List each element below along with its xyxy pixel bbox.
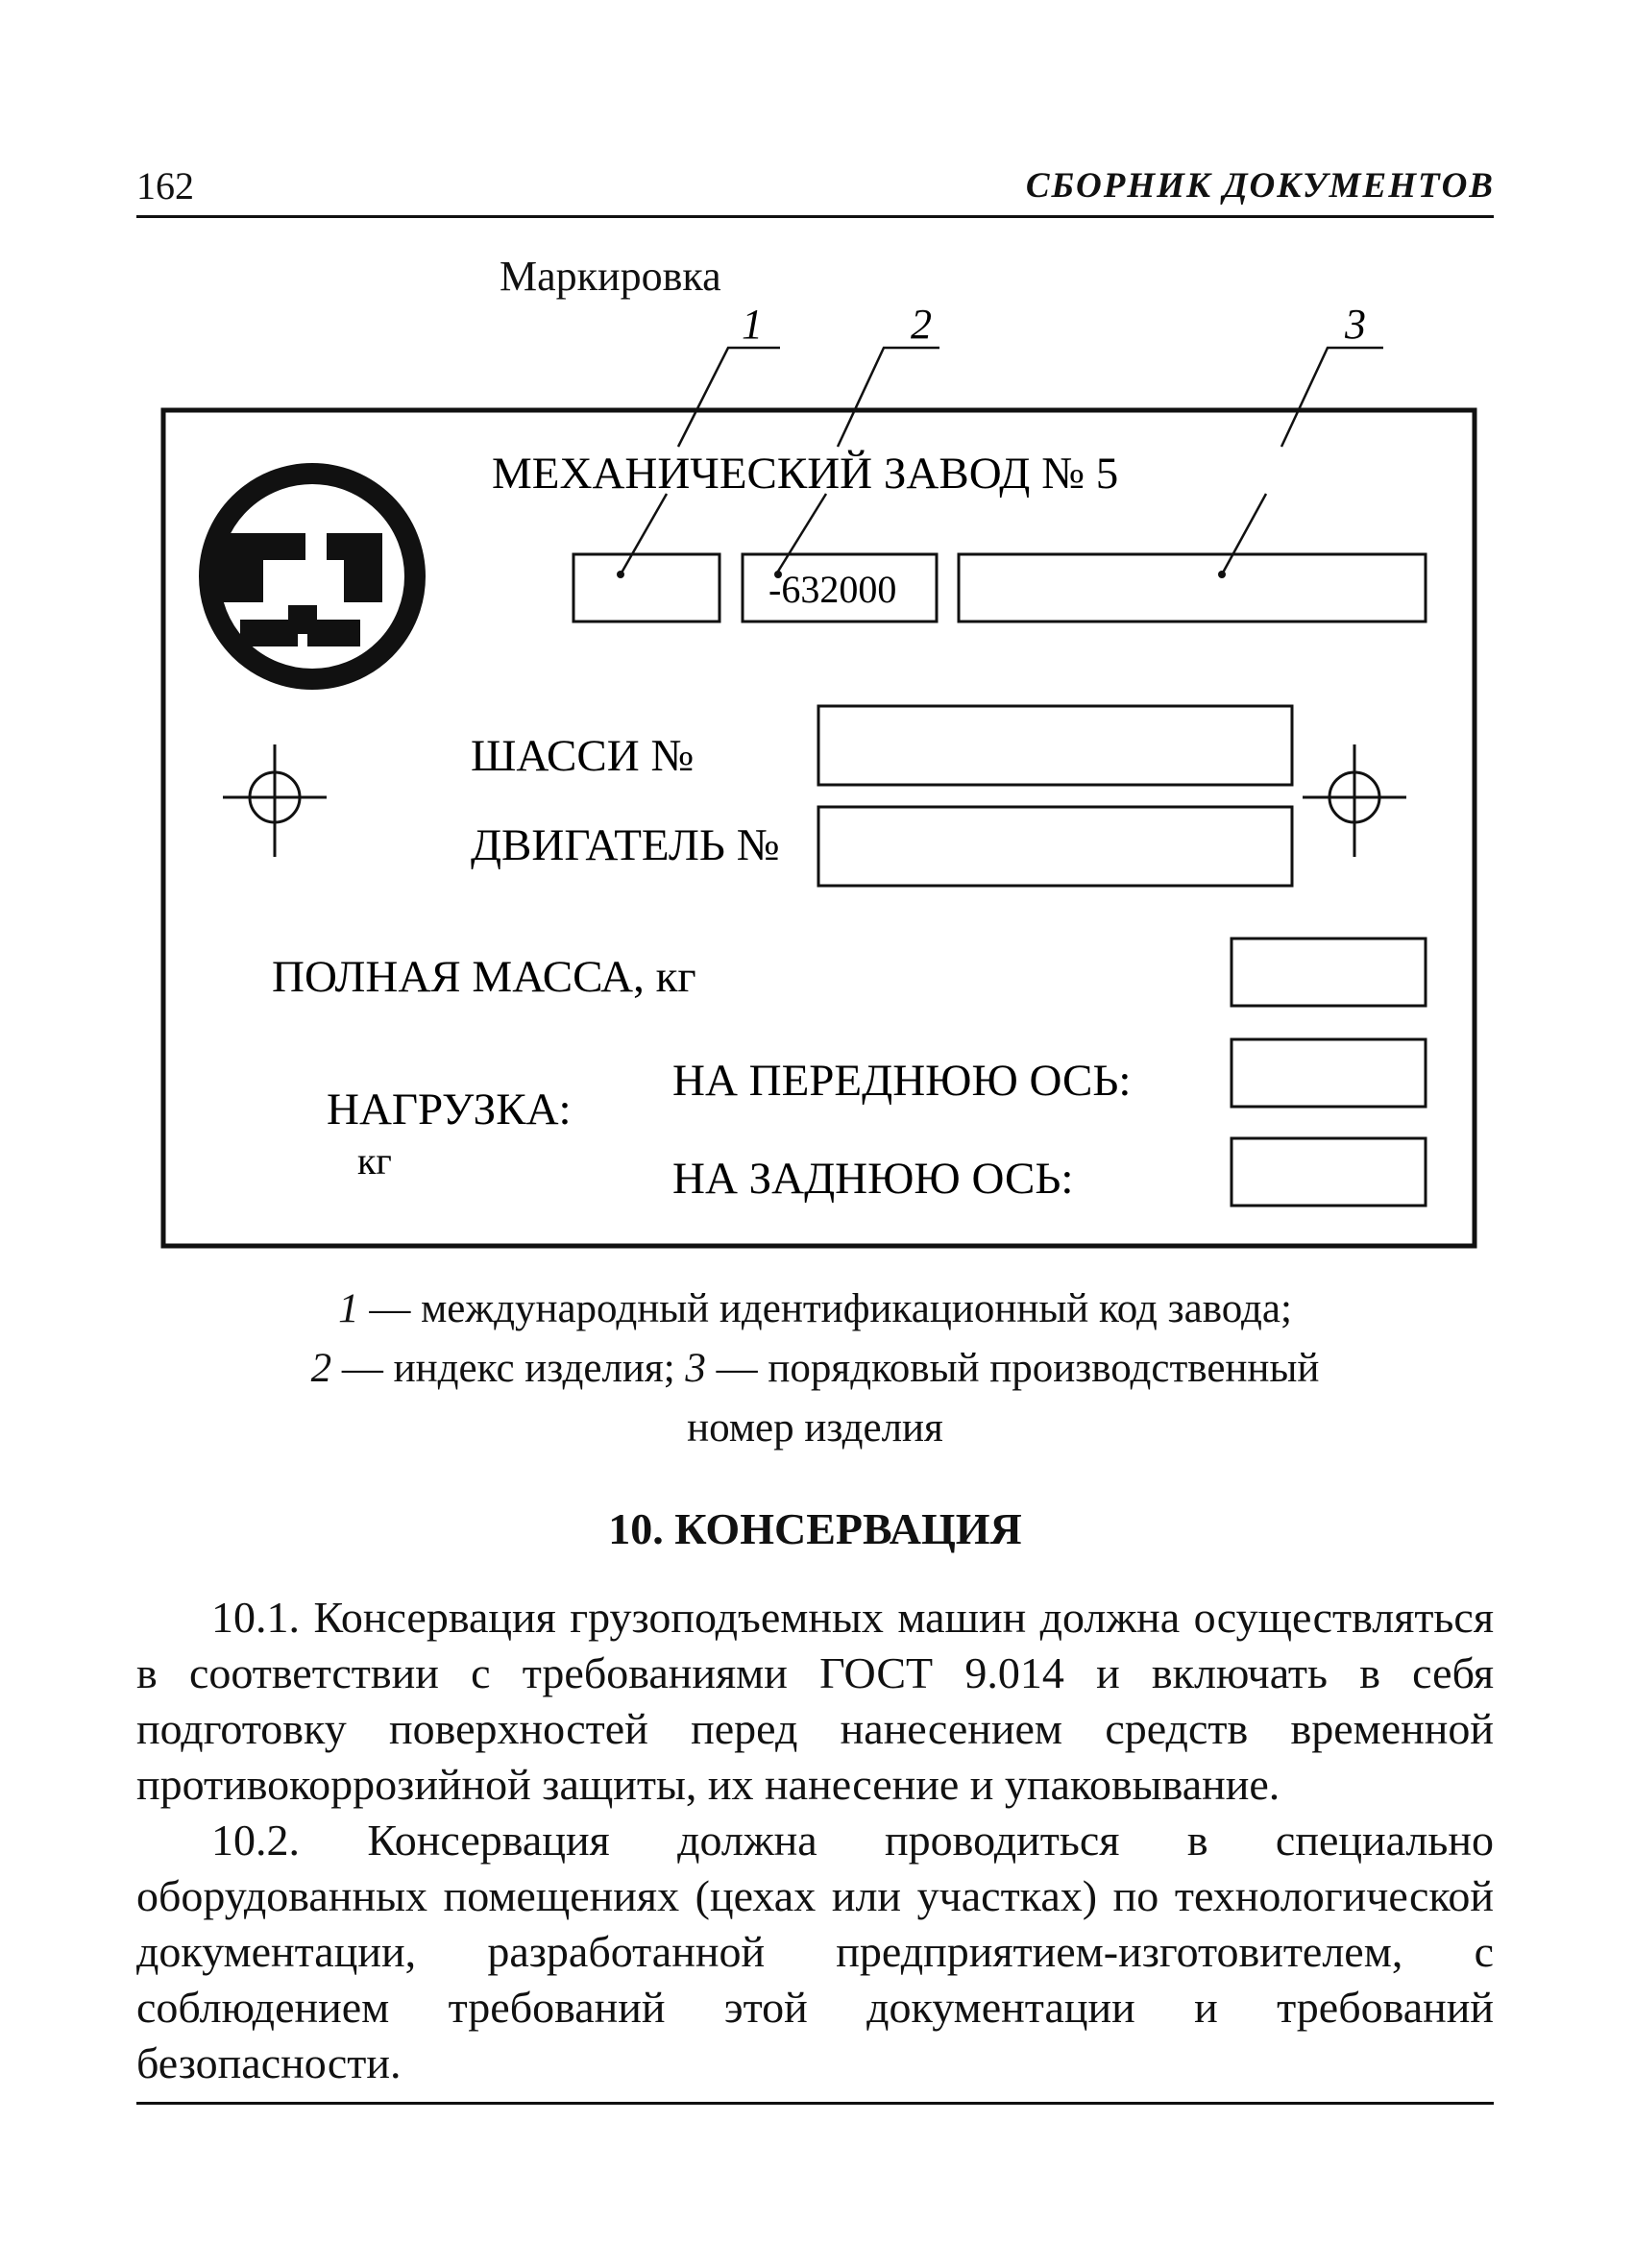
legend-item-3-number: 3	[685, 1346, 706, 1391]
legend-item-3-text-continued: номер изделия	[687, 1405, 943, 1451]
load-unit: кг	[357, 1139, 392, 1183]
mounting-hole-right-icon	[1303, 744, 1406, 857]
mounting-hole-left-icon	[223, 744, 327, 857]
plant-logo-icon	[209, 474, 415, 679]
page-number: 162	[136, 164, 194, 207]
figure-legend-line-1	[136, 1280, 1494, 1339]
product-index-value: -632000	[768, 568, 897, 611]
plant-name: МЕХАНИЧЕСКИЙ ЗАВОД № 5	[492, 449, 1119, 499]
legend-item-2-text: — индекс изделия;	[331, 1346, 686, 1391]
paragraph-10-2	[136, 1813, 1494, 2091]
serial-number-box	[959, 554, 1426, 622]
running-header-title: СБОРНИК ДОКУМЕНТОВ	[1025, 166, 1495, 206]
callout-number-1: 1	[742, 301, 763, 348]
gross-mass-label: ПОЛНАЯ МАССА, кг	[272, 952, 696, 1002]
legend-item-2-number: 2	[310, 1346, 332, 1391]
leader-1-lower	[621, 494, 667, 574]
paragraph-10-1	[136, 1590, 1494, 1813]
gross-mass-box	[1232, 939, 1426, 1006]
rear-axle-box	[1232, 1138, 1426, 1206]
engine-label: ДВИГАТЕЛЬ №	[471, 820, 780, 870]
section-title: 10. КОНСЕРВАЦИЯ	[608, 1504, 1022, 1553]
front-axle-box	[1232, 1039, 1426, 1107]
rear-axle-label: НА ЗАДНЮЮ ОСЬ:	[672, 1154, 1074, 1204]
legend-item-1-number: 1	[338, 1286, 359, 1331]
leader-2-upper	[838, 348, 939, 447]
plant-code-box	[573, 554, 719, 622]
legend-item-1-text: — международный идентификационный код завода;	[358, 1286, 1292, 1331]
front-axle-label: НА ПЕРЕДНЮЮ ОСЬ:	[672, 1056, 1132, 1106]
callout-number-3: 3	[1345, 301, 1366, 348]
paragraph-10-2-text: 10.2. Консервация должна проводиться в специально оборудованных помещениях (цехах или участках) по технологической документации, разработанной предприятием-изготовителем, с соблюдением требований этой документации и требований безопасности.	[136, 1816, 1494, 2087]
leader-2-lower	[776, 494, 826, 574]
chassis-label: ШАССИ №	[471, 731, 695, 781]
chassis-number-box	[818, 706, 1292, 785]
engine-number-box	[818, 807, 1292, 886]
leader-3-upper	[1281, 348, 1383, 447]
figure-legend-line-3	[136, 1399, 1494, 1458]
figure-legend-line-2	[136, 1339, 1494, 1399]
leader-1-upper	[678, 348, 780, 447]
leader-3-lower	[1222, 494, 1266, 574]
callout-number-2: 2	[911, 301, 932, 348]
figure-caption: Маркировка	[500, 253, 721, 300]
load-label: НАГРУЗКА:	[327, 1085, 572, 1134]
paragraph-10-1-text: 10.1. Консервация грузоподъемных машин должна осуществляться в соответствии с требованиями ГОСТ 9.014 и включать в себя подготовку поверхностей перед нанесением средств временной противокоррозийной защиты, их нанесение и упаковывание.	[136, 1593, 1494, 1809]
leader-dots	[617, 571, 1226, 578]
footer-rule	[136, 2102, 1494, 2105]
legend-item-3-text: — порядковый производственный	[705, 1346, 1320, 1391]
